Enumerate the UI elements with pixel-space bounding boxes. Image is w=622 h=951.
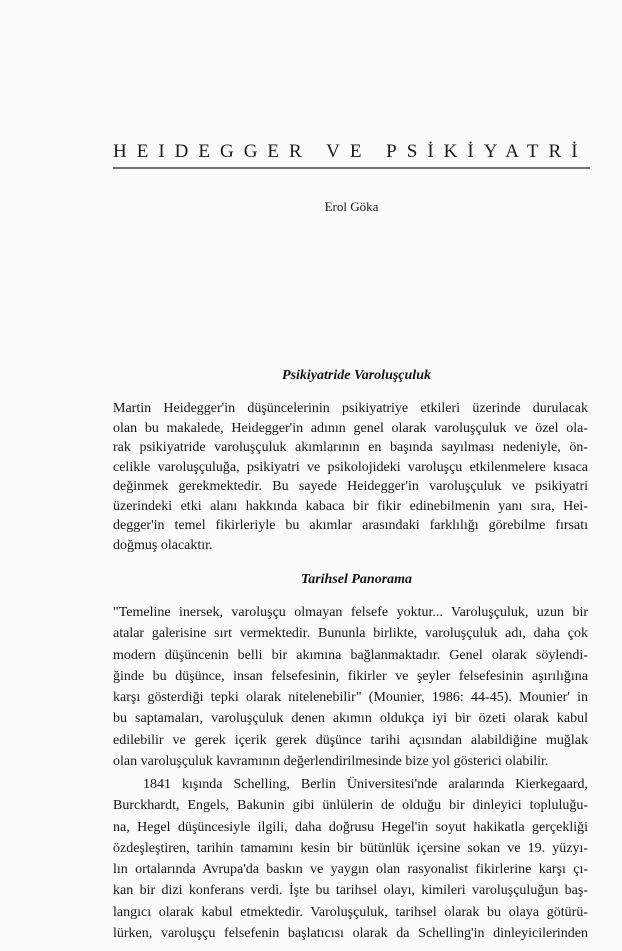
- title-rule: [113, 167, 590, 169]
- text-line: rak psikiyatride varoluşçuluk akımlarının en başında sayılması nedeniyle, ön-: [113, 440, 588, 455]
- author-name: Erol Göka: [324, 199, 379, 214]
- text-line: langıcı olarak kabul etmektedir. Varoluşçuluk, tarihsel olarak bu olaya götürü-: [113, 904, 588, 920]
- text-line: atalar galerisine sırt vermektedir. Bununla birlikte, varoluşçuluk adı, daha çok: [113, 626, 588, 642]
- article-title: HEIDEGGER VE PSİKİYATRİ: [113, 141, 588, 162]
- text-line: üzerindeki etki alanı hakkında kabaca bir fikir edinebilmenin yanı sıra, Hei-: [113, 498, 588, 514]
- paragraph: [113, 774, 588, 944]
- paragraph: [113, 399, 588, 555]
- text-line: Burckhardt, Engels, Bakunin gibi ünlülerin de olduğu bir dinleyici topluluğu-: [113, 798, 588, 814]
- text-line: özdeşleştiren, tarihin tamamını kesin bir bütünlük içersine sokan ve 19. yüzyı-: [113, 840, 588, 856]
- text-line: lürken, varoluşçu felsefenin başlatıcısı olarak da Schelling'in dinleyicilerinden: [113, 926, 588, 942]
- section-heading: Tarihsel Panorama: [300, 572, 413, 587]
- text-line: "Temeline inersek, varoluşçu olmayan felsefe yoktur... Varoluşçuluk, uzun bir: [113, 605, 588, 620]
- text-line: na, Hegel düşüncesiyle ilgili, daha doğrusu Hegel'in soyut hakikatla gerçekliği: [113, 819, 588, 835]
- text-line: modern düşüncenin belli bir akımına bağlanmaktadır. Genel olarak söylendi-: [113, 647, 588, 663]
- text-line: kan bir dizi konferans verdi. İşte bu tarihsel olayı, kimileri varoluşçuluğun baş-: [113, 883, 588, 899]
- paragraph: [113, 602, 588, 772]
- text-line: 1841 kışında Schelling, Berlin Üniversitesi'nde aralarında Kierkegaard,: [143, 777, 588, 792]
- text-line: celikle varoluşçuluğa, psikiyatri ve psikolojideki varoluşçu etkilenmelere kısaca: [113, 459, 588, 475]
- text-line: olan varoluşçuluk kavramının değerlendirilmesinde bize yol gösterici olabilir.: [113, 754, 549, 770]
- text-line: değinmek gerekmektedir. Bu sayede Heidegger'in varoluşçuluk ve psikiyatri: [113, 479, 588, 494]
- text-line: edilebilir ve gerek içerik gerek düşünce tarihi açısından alabildiğine muğlak: [113, 732, 588, 748]
- text-line: doğmuş olacaktır.: [113, 537, 213, 553]
- text-line: olan bu makalede, Heidegger'in adının genel olarak varoluşçuluk ve özel ola-: [113, 420, 588, 436]
- text-line: lın ortalarında Avrupa'da baskın ve yaygın olan rasyonalist fikirlerine karşı çı-: [113, 862, 588, 878]
- text-line: ğinde bu düşünce, insan felsefesinin, fikirler ve şeyler felsefesinin aşırılığına: [113, 668, 588, 684]
- text-line: Martin Heidegger'in düşüncelerinin psikiyatriye etkileri üzerinde durulacak: [113, 401, 588, 416]
- text-line: degger'in temel fikirleriyle bu akımlar arasındaki farklılığı görebilme fırsatı: [113, 518, 588, 533]
- text-line: bu saptamaları, varoluşçuluk denen akımın oldukça iyi bir özeti olarak kabul: [113, 711, 588, 727]
- section-heading: Psikiyatride Varoluşçuluk: [282, 368, 431, 383]
- text-line: karşı gösterdiği tepki olarak nitelenebilir" (Mounier, 1986: 44-45). Mounier' in: [113, 690, 588, 706]
